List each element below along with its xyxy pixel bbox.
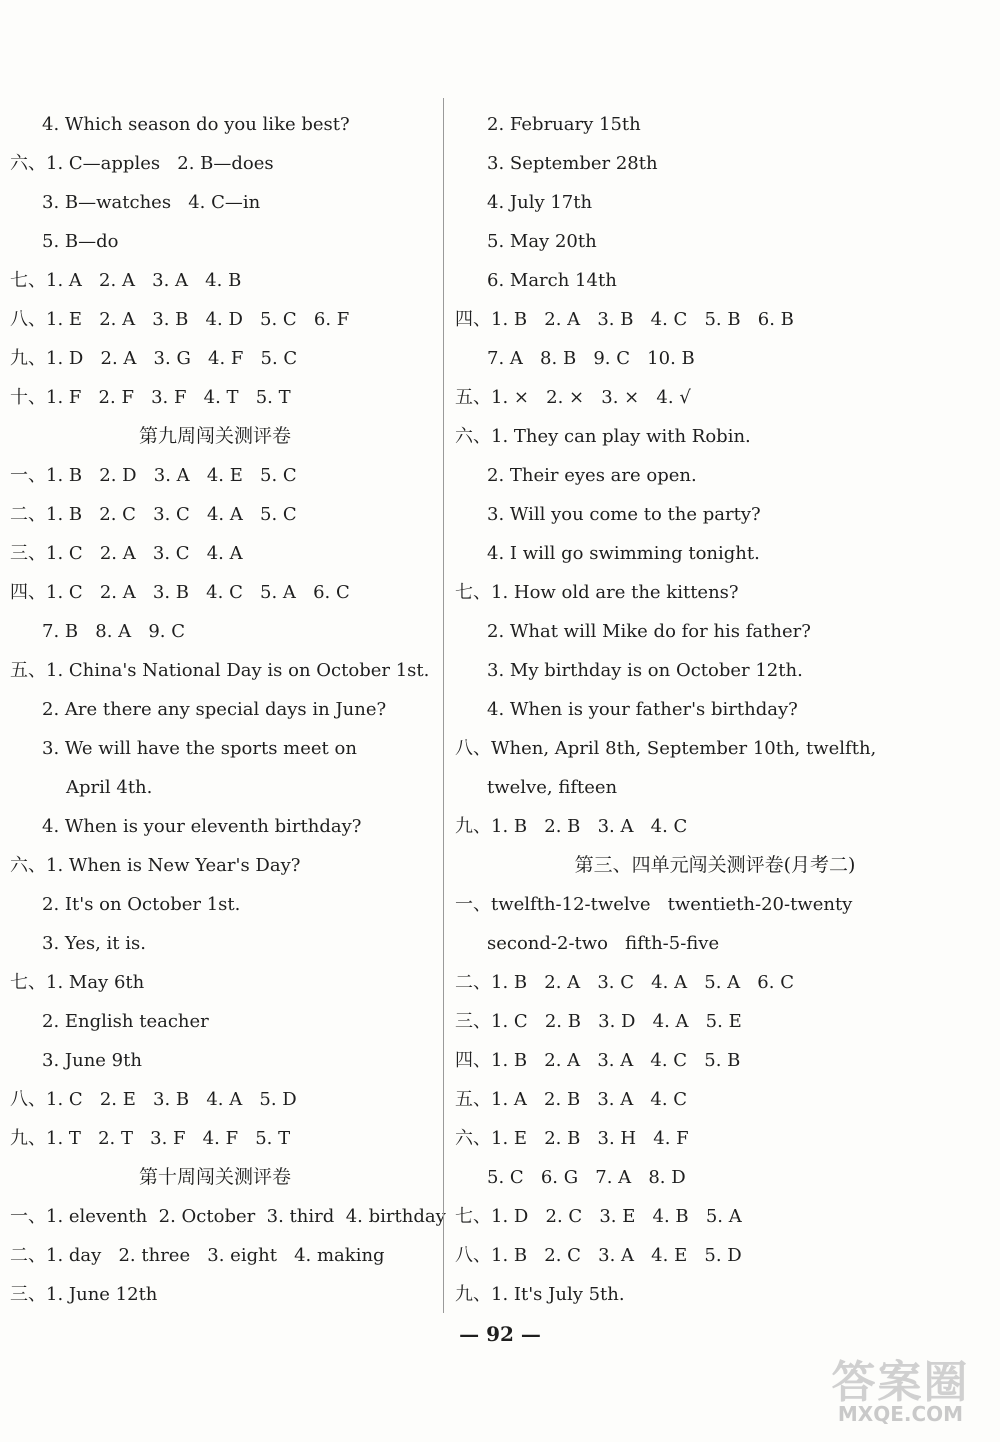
answer-line: twelve, fifteen (487, 777, 618, 798)
section-title: 第十周闯关测评卷 (138, 1166, 291, 1188)
answer-line: 4. When is your father's birthday? (487, 699, 798, 720)
answer-line: 七、1. How old are the kittens? (455, 582, 739, 603)
answer-line: 7. A 8. B 9. C 10. B (487, 348, 695, 369)
answer-line: 3. B—watches 4. C—in (42, 192, 261, 213)
answer-line: 3. Yes, it is. (42, 933, 146, 954)
left-column (10, 105, 446, 1314)
answer-line: 3. We will have the sports meet on (42, 738, 357, 759)
watermark-text: 答案圈 (831, 1357, 970, 1408)
answer-line: 一、1. B 2. D 3. A 4. E 5. C (10, 465, 297, 486)
answer-line: 九、1. It's July 5th. (455, 1284, 625, 1305)
answer-line: 二、1. B 2. C 3. C 4. A 5. C (10, 504, 297, 525)
answer-line: 2. It's on October 1st. (42, 894, 241, 915)
answer-line: 九、1. D 2. A 3. G 4. F 5. C (10, 348, 298, 369)
answer-line: 六、1. When is New Year's Day? (10, 855, 301, 876)
answer-line: 2. Are there any special days in June? (42, 699, 387, 720)
answer-line: 七、1. A 2. A 3. A 4. B (10, 270, 242, 291)
right-column (455, 105, 975, 1314)
answer-line: 二、1. B 2. A 3. C 4. A 5. A 6. C (455, 972, 794, 993)
answer-line: 六、1. C—apples 2. B—does (10, 153, 274, 174)
answer-line: 一、1. eleventh 2. October 3. third 4. birthday (10, 1206, 446, 1227)
answer-line: 3. Will you come to the party? (487, 504, 761, 525)
answer-line: 2. English teacher (42, 1011, 209, 1032)
answer-line: 5. C 6. G 7. A 8. D (487, 1167, 686, 1188)
answer-line: 4. I will go swimming tonight. (487, 543, 760, 564)
answer-line: 2. Their eyes are open. (487, 465, 697, 486)
page-number: — 92 — (459, 1322, 541, 1346)
section-title: 第九周闯关测评卷 (138, 425, 291, 447)
answer-line: 5. B—do (42, 231, 119, 252)
answer-line: 3. My birthday is on October 12th. (487, 660, 803, 681)
answer-line: 八、When, April 8th, September 10th, twelfth, (455, 738, 877, 759)
column-divider (443, 98, 444, 1313)
answer-line: 八、1. E 2. A 3. B 4. D 5. C 6. F (10, 309, 350, 330)
answer-line: second-2-two fifth-5-five (487, 933, 720, 954)
answer-line: 五、1. A 2. B 3. A 4. C (455, 1089, 688, 1110)
answer-line: 二、1. day 2. three 3. eight 4. making (10, 1245, 385, 1266)
answer-line: 三、1. C 2. A 3. C 4. A (10, 543, 243, 564)
answer-line: 四、1. B 2. A 3. A 4. C 5. B (455, 1050, 741, 1071)
answer-line: 2. What will Mike do for his father? (487, 621, 811, 642)
answer-line: 3. June 9th (42, 1050, 142, 1071)
answer-line: 五、1. × 2. × 3. × 4. √ (455, 387, 691, 408)
answer-line: 六、1. They can play with Robin. (455, 426, 751, 447)
answer-line: 九、1. B 2. B 3. A 4. C (455, 816, 688, 837)
answer-line: 九、1. T 2. T 3. F 4. F 5. T (10, 1128, 291, 1149)
answer-line: 7. B 8. A 9. C (42, 621, 186, 642)
watermark-logo (808, 1340, 993, 1435)
answer-line: 七、1. May 6th (10, 972, 145, 993)
answer-line: 一、twelfth-12-twelve twentieth-20-twenty (455, 894, 853, 915)
watermark-url: MXQE.COM (837, 1402, 964, 1426)
section-title: 第三、四单元闯关测评卷(月考二) (574, 854, 856, 876)
answer-line: 四、1. B 2. A 3. B 4. C 5. B 6. B (455, 309, 794, 330)
answer-line: 八、1. B 2. C 3. A 4. E 5. D (455, 1245, 742, 1266)
answer-line: 5. May 20th (487, 231, 597, 252)
answer-line: 2. February 15th (487, 114, 641, 135)
answer-line: 三、1. C 2. B 3. D 4. A 5. E (455, 1011, 742, 1032)
answer-line: 4. Which season do you like best? (42, 114, 350, 135)
answer-line: 十、1. F 2. F 3. F 4. T 5. T (10, 387, 291, 408)
answer-line: 六、1. E 2. B 3. H 4. F (455, 1128, 689, 1149)
answer-line: 八、1. C 2. E 3. B 4. A 5. D (10, 1089, 297, 1110)
answer-line: 四、1. C 2. A 3. B 4. C 5. A 6. C (10, 582, 350, 603)
answer-line: 3. September 28th (487, 153, 658, 174)
answer-line: 三、1. June 12th (10, 1284, 158, 1305)
answer-line: 五、1. China's National Day is on October 1st. (10, 660, 430, 681)
answer-line: 6. March 14th (487, 270, 617, 291)
answer-line: 4. When is your eleventh birthday? (42, 816, 362, 837)
answer-line: April 4th. (66, 777, 153, 798)
answer-line: 4. July 17th (487, 192, 593, 213)
answer-line: 七、1. D 2. C 3. E 4. B 5. A (455, 1206, 742, 1227)
